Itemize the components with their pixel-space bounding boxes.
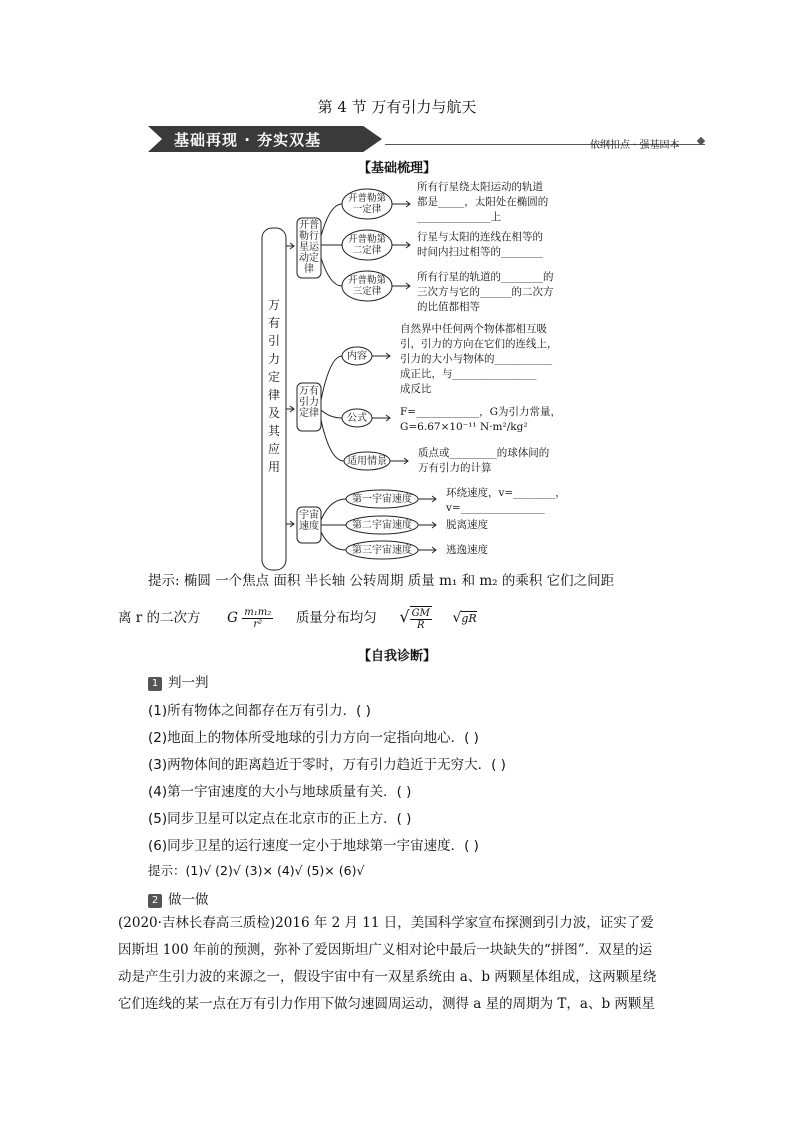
paragraph-line-2: 因斯坦 100 年前的预测，弥补了爱因斯坦广义相对论中最后一块缺失的“拼图”．双星的运 — [118, 942, 653, 958]
problem-paragraph — [118, 910, 688, 1018]
paragraph-line-1: (2020·吉林长春高三质检)2016 年 2 月 11 日，美国科学家宣布探测到引力波，证实了爱 — [118, 915, 654, 931]
law3-description: 所有行星的轨道的________的 三次方与它的______的二次方 的比值都相等 — [417, 271, 554, 313]
scope-description: 质点或_________的球体间的 万有引力的计算 — [418, 447, 550, 474]
judge-item-5: (5)同步卫星可以定点在北京市的正上方．( ) — [148, 811, 412, 827]
content-label: 内容 — [347, 351, 367, 362]
sqrt-icon-2: √ — [452, 610, 462, 626]
law1-label: 开普勒第一定律 — [347, 193, 386, 215]
judge-item-3: (3)两物体间的距离趋近于零时，万有引力趋近于无穷大．( ) — [148, 757, 506, 773]
part1-heading — [148, 671, 209, 691]
v2-description: 脱离速度 — [446, 519, 488, 531]
law2-label: 开普勒第二定律 — [347, 234, 386, 256]
branch3-label: 宇宙速度 — [299, 510, 319, 532]
section-heading-basics: 【基础梳理】 — [357, 161, 436, 176]
number-badge-2: 2 — [148, 894, 162, 908]
judge-item-6: (6)同步卫星的运行速度一定小于地球第一宇宙速度．( ) — [148, 838, 479, 854]
judge-item-1: (1)所有物体之间都存在万有引力．( ) — [148, 703, 371, 719]
v3-description: 逃逸速度 — [446, 544, 488, 556]
part2-heading — [148, 888, 209, 908]
sqrt-gr: gR — [461, 612, 477, 625]
scope-label: 适用情景 — [347, 456, 387, 467]
paragraph-line-4: 它们连线的某一点在万有引力作用下做匀速圆周运动，测得 a 星的周期为 T，a、b 两颗星 — [118, 996, 655, 1012]
law3-label: 开普勒第三定律 — [347, 275, 386, 297]
sqrt-fraction: $\frac{GM}{R}$ — [411, 608, 430, 631]
hint-line-2 — [118, 603, 477, 632]
formula-description: F=____________，G为引力常量， G=6.67×10⁻¹¹ N·m²/kg² — [400, 406, 561, 433]
formula-fraction: $\frac{\text{m₁m₂}}{\text{r²}}$ — [244, 607, 272, 630]
law1-description: 所有行星绕太阳运动的轨道 都是_____，太阳处在椭圆的 ______________上 — [417, 181, 549, 223]
judge-item-4: (4)第一宇宙速度的大小与地球质量有关．( ) — [148, 784, 412, 800]
content-description: 自然界中任何两个物体都相互吸 引，引力的方向在它们的连线上， 引力的大小与物体的___________ 成正比，与________________ 成反比 — [400, 323, 558, 395]
v1-description: 环绕速度，v=________， v=________________ — [446, 487, 566, 514]
formula-label: 公式 — [347, 413, 367, 424]
law2-description: 行星与太阳的连线在相等的 时间内扫过相等的________ — [417, 231, 543, 258]
part1-label: 判一判 — [168, 675, 209, 691]
hint-line-1: 提示: 椭圆 一个焦点 面积 半长轴 公转周期 质量 m₁ 和 m₂ 的乘积 它们之间距 — [148, 573, 615, 589]
judge-item-2: (2)地面上的物体所受地球的引力方向一定指向地心．( ) — [148, 730, 479, 746]
paragraph-line-3: 动是产生引力波的来源之一，假设宇宙中有一双星系统由 a、b 两颗星体组成，这两颗星绕 — [118, 969, 657, 985]
section-heading-diagnosis: 【自我诊断】 — [357, 649, 436, 664]
v1-label: 第一宇宙速度 — [352, 494, 412, 505]
judge-answers: 提示：(1)√ (2)√ (3)× (4)√ (5)× (6)√ — [148, 863, 365, 878]
part2-label: 做一做 — [168, 892, 209, 908]
banner-label: 基础再现 · 夯实双基 — [174, 131, 322, 149]
branch1-label: 开普勒行星运动定律 — [299, 220, 319, 275]
root-label: 万有引力定律及其应用 — [267, 298, 280, 474]
number-badge-1: 1 — [148, 677, 162, 691]
v2-label: 第二宇宙速度 — [352, 520, 412, 531]
hint-text-a: 离 r 的二次方 — [118, 610, 201, 626]
branch2-label: 万有引力定律 — [299, 386, 319, 419]
banner-motto: 依纲扣点 · 强基固本 — [590, 140, 680, 151]
page-title: 第 4 节 万有引力与航天 — [317, 98, 477, 116]
v3-label: 第三宇宙速度 — [352, 545, 412, 556]
sqrt-icon: √ — [399, 607, 410, 626]
hint-text-b: 质量分布均匀 — [295, 610, 377, 626]
formula-g: G — [227, 610, 238, 626]
